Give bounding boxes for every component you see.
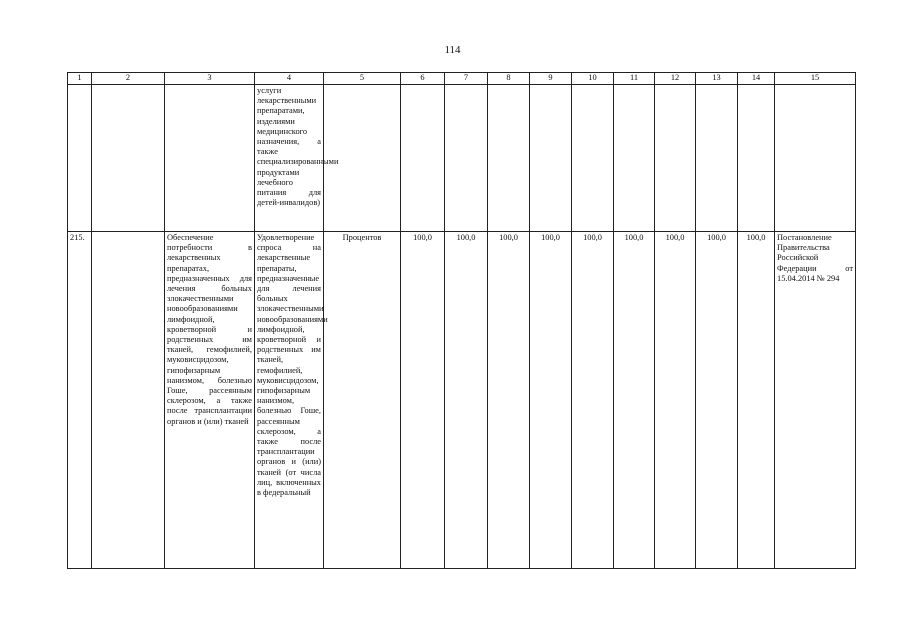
table-row-215 xyxy=(68,232,856,569)
column-header-13: 13 xyxy=(696,73,738,85)
column-header-6: 6 xyxy=(401,73,445,85)
column-number-row xyxy=(68,73,856,85)
value-col-12: 100,0 xyxy=(655,232,696,569)
cont-cell-7 xyxy=(445,85,488,232)
value-col-14: 100,0 xyxy=(738,232,775,569)
column-header-3: 3 xyxy=(165,73,255,85)
value-col-7: 100,0 xyxy=(445,232,488,569)
indicator-description: Удовлетворение спроса на лекарственные препараты, предназначенные для лечения больных злокачественными новообразованиями лимфоидной, кроветворной и родственных им тканей, гемофилией, муковисцидозом, гипофизарным нанизмом, болезнью Гоше, рассеянным склерозом, а также после трансплантации органов и (или) тканей (от числа лиц, включенных в федеральный xyxy=(255,232,324,569)
activity-description: Обеспечение потребности в лекарственных препаратах, предназначенных для лечения больных злокачественными новообразованиями лимфоидной, кроветворной и родственных им тканей, гемофилией, муковисцидозом, гипофизарным нанизмом, болезнью Гоше, рассеянным склерозом, а также после трансплантации органов и (или) тканей xyxy=(165,232,255,569)
column-header-11: 11 xyxy=(614,73,655,85)
page-number: 114 xyxy=(444,44,461,56)
value-col-9: 100,0 xyxy=(530,232,572,569)
row-number: 215. xyxy=(68,232,92,569)
column-header-15: 15 xyxy=(775,73,856,85)
column-header-4: 4 xyxy=(255,73,324,85)
cont-indicator-text: услуги лекарственными препаратами, изделиями медицинского назначения, а также специализированными продуктами лечебного питания для детей-инвалидов) xyxy=(255,85,324,232)
column-header-1: 1 xyxy=(68,73,92,85)
column-header-2: 2 xyxy=(92,73,165,85)
cont-cell-15 xyxy=(775,85,856,232)
value-col-13: 100,0 xyxy=(696,232,738,569)
column-header-12: 12 xyxy=(655,73,696,85)
column-header-8: 8 xyxy=(488,73,530,85)
cont-cell-3 xyxy=(165,85,255,232)
column-header-10: 10 xyxy=(572,73,614,85)
cont-cell-9 xyxy=(530,85,572,232)
column-header-14: 14 xyxy=(738,73,775,85)
column-header-5: 5 xyxy=(324,73,401,85)
column-header-7: 7 xyxy=(445,73,488,85)
cont-cell-6 xyxy=(401,85,445,232)
value-col-11: 100,0 xyxy=(614,232,655,569)
cont-cell-11 xyxy=(614,85,655,232)
value-col-10: 100,0 xyxy=(572,232,614,569)
cont-cell-1 xyxy=(68,85,92,232)
value-col-8: 100,0 xyxy=(488,232,530,569)
cont-cell-8 xyxy=(488,85,530,232)
column-header-9: 9 xyxy=(530,73,572,85)
cont-cell-14 xyxy=(738,85,775,232)
row-col-2 xyxy=(92,232,165,569)
legal-basis: Постановление Правительства Российской Федерации от 15.04.2014 № 294 xyxy=(775,232,856,569)
value-col-6: 100,0 xyxy=(401,232,445,569)
unit-of-measure: Процентов xyxy=(324,232,401,569)
continuation-row xyxy=(68,85,856,232)
cont-cell-10 xyxy=(572,85,614,232)
cont-cell-13 xyxy=(696,85,738,232)
cont-cell-2 xyxy=(92,85,165,232)
cont-cell-12 xyxy=(655,85,696,232)
indicators-table xyxy=(67,72,856,569)
